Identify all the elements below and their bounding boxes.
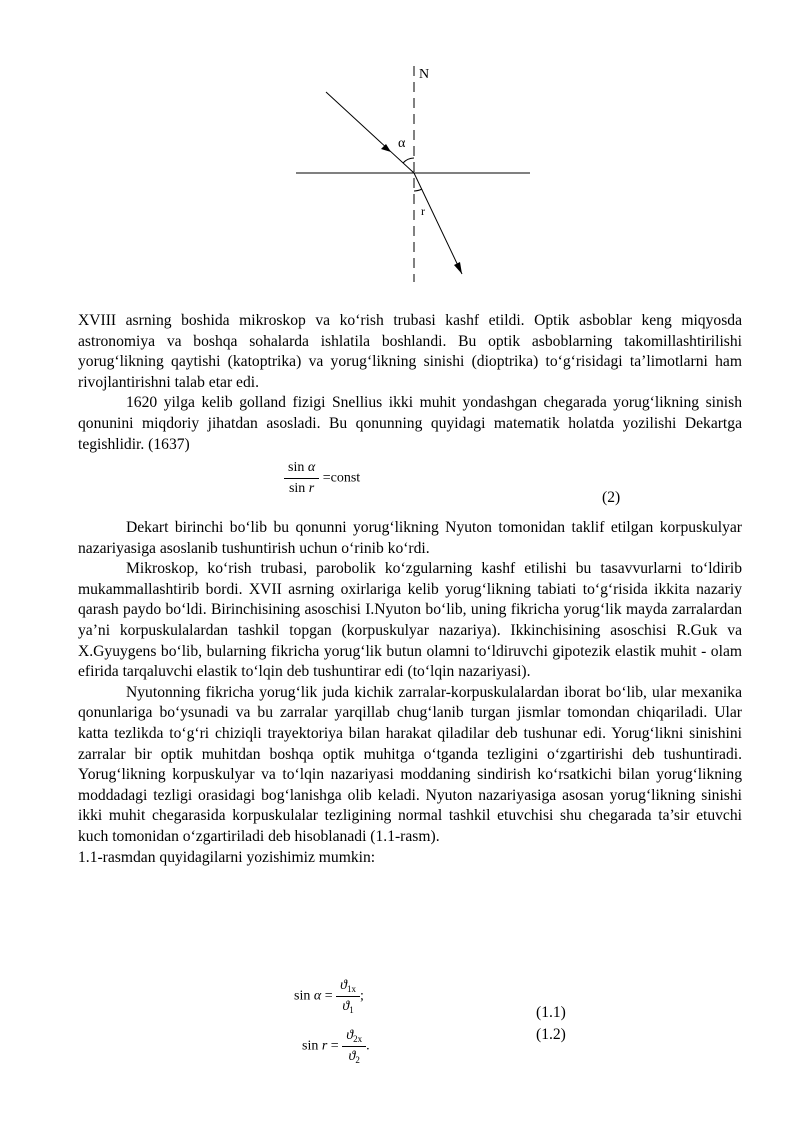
paragraph-6: 1.1-rasmdan quyidagilarni yozishimiz mumkin: (78, 848, 376, 866)
snell-formula (284, 460, 360, 497)
equation-number-1-1: (1.1) (536, 1004, 566, 1021)
text-block-1 (78, 311, 742, 455)
formula-1-2: sin r = $\frac{ϑ_{2x}}{ϑ_2}$ . (302, 1028, 370, 1065)
paragraph-4: Mikroskop, ko‘rish trubasi, parobolik ko‘zgularning kashf etilishi bu tasavvurlarni to‘ldirib mukammallashtirib bordi. XVII asrning oxirlariga kelib yorug‘likning tabiati to‘g‘risida ikkita nazariy qarash paydo bo‘ldi. Birinchisining asoschisi I.Nyuton bo‘lib, uning fikricha yorug‘lik mayda zarralardan ya’ni korpuskulalardan tashkil topgan (korpuskulyar nazariya). Ikkinchisining asoschisi R.Guk va X.Gyuygens bo‘lib, bularning fikricha yorug‘lik butun olamni to‘ldiruvchi gipotezik elastik muhit - olam efirida tarqaluvchi elastik to‘lqin deb tushuntirar edi (to‘lqin nazariyasi). (78, 560, 742, 681)
snell-rhs: =const (322, 470, 361, 486)
paragraph-3: Dekart birinchi bo‘lib bu qonunni yorug‘likning Nyuton tomonidan taklif etilgan korpuskulyar nazariyasiga asoslanib tushuntirish uchun o‘rinib ko‘rdi. (78, 519, 742, 557)
refraction-diagram (290, 62, 540, 286)
incident-arrowhead (381, 144, 391, 152)
alpha-angle-arc (403, 158, 414, 163)
snell-fraction (284, 460, 319, 497)
equation-number-1-2: (1.2) (536, 1026, 566, 1043)
equation-number-2: (2) (602, 489, 621, 506)
formula-1-1-fraction: $\frac{ϑ_{1x}}{ϑ_1}$ (336, 978, 360, 1015)
formula-1-1: sin α = $\frac{ϑ_{1x}}{ϑ_1}$ ; (294, 978, 364, 1015)
r-angle-arc (414, 189, 422, 191)
paragraph-2: 1620 yilga kelib golland fizigi Snellius ikki muhit yondashgan chegarada yorug‘likning sinish qonunini miqdoriy jihatdan asosladi. Bu qonunning quyidagi matematik holatda yozilishi Dekartga tegishlidir. (1637) (78, 394, 742, 453)
r-label: r (421, 204, 425, 218)
incident-ray (326, 92, 414, 173)
snell-denominator: sin r (288, 481, 315, 496)
text-block-2 (78, 518, 742, 868)
paragraph-5: Nyutonning fikricha yorug‘lik juda kichik zarralar-korpuskulalardan iborat bo‘lib, ular mexanika qonunlariga bo‘ysunadi va bu zarralar yarqillab chug‘lanib turgan jismlar tomondan chiqariladi. Ular katta tezlikda to‘g‘ri chiziqli trayektoriya bilan harakat qiladilar deb tushunar edi. Yorug‘likni sinishini zarralar bir optik muhitdan boshqa optik muhitga o‘tganda tezligini o‘zgartirishi deb tushuntiradi. Yorug‘likning korpuskulyar va to‘lqin nazariyasi moddaning sindirish ko‘rsatkichi bilan yorug‘likning moddadagi tezligi orasidagi bog‘lanishga olib keladi. Nyuton nazariyasiga asosan yorug‘likning sinishi ikki muhit chegarasida korpuskulalar tezligining normal tashkil etuvchisi shu chegarada ta’sir etuvchi kuch tomonidan o‘zgartiriladi deb hisoblanadi (1.1-rasm). (78, 683, 742, 845)
refracted-ray (414, 173, 462, 274)
paragraph-1: XVIII asrning boshida mikroskop va ko‘rish trubasi kashf etildi. Optik asboblar keng miqyosda astronomiya va boshqa sohalarda ishlatila boshlandi. Bu optik asboblarning takomillashtirilishi yorug‘likning qaytishi (katoptrika) va yorug‘likning sinishi (dioptrika) to‘g‘risidagi ta’limotlarni ham rivojlantirishni talab etar edi. (78, 312, 742, 391)
alpha-label: α (398, 136, 406, 151)
snell-numerator: sin α (284, 460, 319, 479)
refracted-arrowhead (454, 262, 462, 274)
normal-label: N (419, 67, 430, 82)
formula-1-2-fraction: $\frac{ϑ_{2x}}{ϑ_2}$ (342, 1028, 366, 1065)
